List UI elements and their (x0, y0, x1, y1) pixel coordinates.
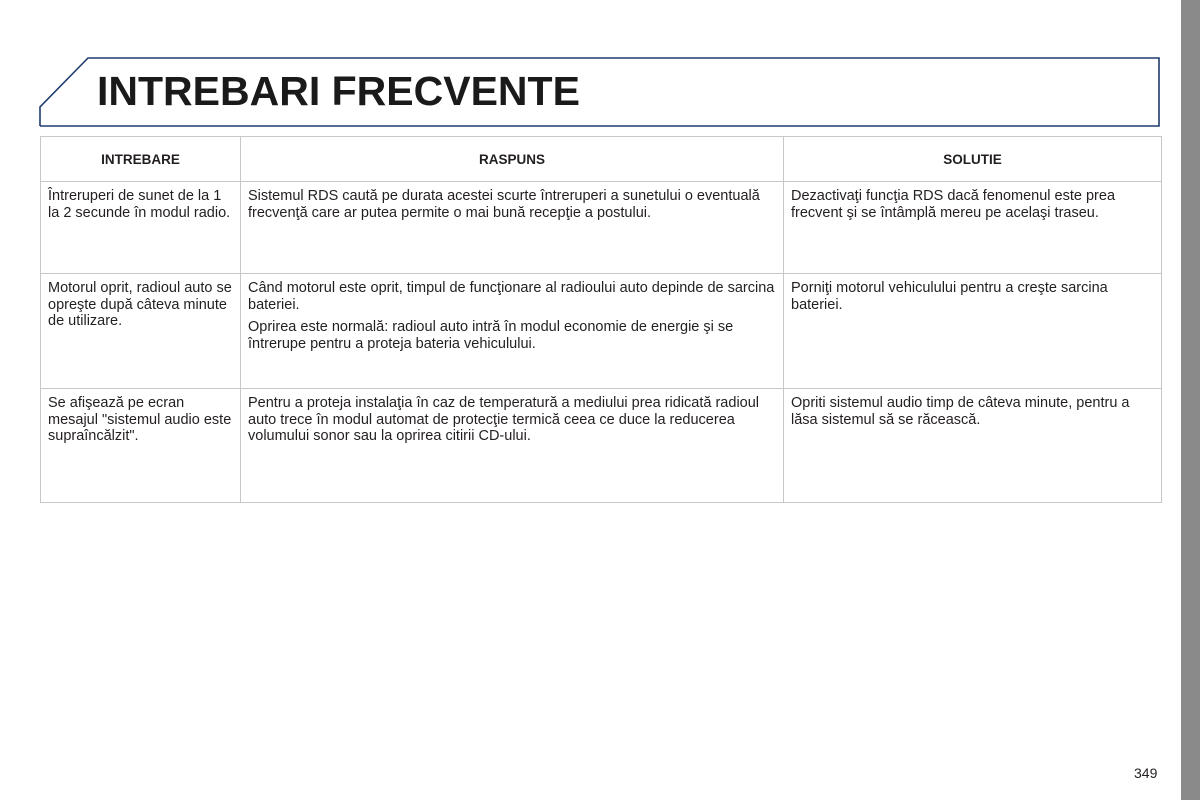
page-number: 349 (1134, 765, 1158, 781)
answer-paragraph: Pentru a proteja instalaţia în caz de temperatură a mediului prea ridicată radioul auto trece în modul automat de protecţie termică ceea ce duce la reducerea volumului sonor sau la oprirea citirii CD-ului. (248, 395, 760, 444)
question-cell: Se afişează pe ecran mesajul "sistemul audio este supraîncălzit". (41, 389, 241, 503)
header-question: INTREBARE (41, 137, 241, 182)
page-edge-tab (1181, 0, 1200, 800)
faq-table (40, 136, 1162, 503)
solution-cell: Dezactivaţi funcţia RDS dacă fenomenul este prea frecvent şi se întâmplă mereu pe acelaşi traseu. (784, 182, 1162, 274)
solution-cell: Porniţi motorul vehiculului pentru a creşte sarcina bateriei. (784, 274, 1162, 389)
answer-cell (241, 182, 784, 274)
answer-paragraph: Sistemul RDS caută pe durata acestei scurte întreruperi a sunetului o eventuală frecvenţă care ar putea permite o mai bună recepţie a postului. (248, 188, 760, 221)
header-solution: SOLUTIE (784, 137, 1162, 182)
answer-paragraph: Oprirea este normală: radioul auto intră în modul economie de energie şi se întrerupe pentru a proteja bateria vehiculului. (248, 319, 734, 352)
table-row (41, 389, 1162, 503)
question-cell: Întreruperi de sunet de la 1 la 2 secunde în modul radio. (41, 182, 241, 274)
table-row (41, 274, 1162, 389)
page-title: INTREBARI FRECVENTE (97, 68, 580, 114)
table-row (41, 182, 1162, 274)
answer-cell (241, 389, 784, 503)
header-answer: RASPUNS (241, 137, 784, 182)
solution-cell: Opriti sistemul audio timp de câteva minute, pentru a lăsa sistemul să se răcească. (784, 389, 1162, 503)
question-cell: Motorul oprit, radioul auto se opreşte după câteva minute de utilizare. (41, 274, 241, 389)
answer-cell (241, 274, 784, 389)
table-header-row (41, 137, 1162, 182)
answer-paragraph: Când motorul este oprit, timpul de funcţionare al radioului auto depinde de sarcina bateriei. (248, 280, 775, 313)
